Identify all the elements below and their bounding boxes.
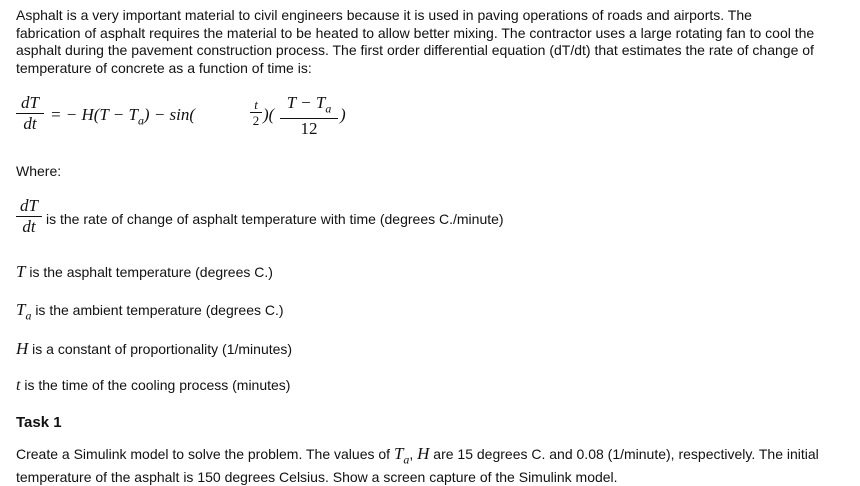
- intro-line-4: temperature of concrete as a function of time is:: [16, 59, 312, 76]
- task-H-symbol: H: [417, 444, 430, 463]
- main-fraction-denominator: 12: [300, 119, 318, 139]
- equation-close-paren: ): [340, 105, 346, 124]
- dTdt-description: is the rate of change of asphalt temperature with time (degrees C./minute): [46, 211, 504, 227]
- ambient-subscript: a: [137, 113, 144, 128]
- dTdt-numerator: dT: [20, 196, 38, 215]
- task-Ta-symbol: $T_a$: [393, 444, 410, 467]
- definition-Ta: [16, 301, 284, 324]
- T-description: is the asphalt temperature (degrees C.): [29, 264, 273, 280]
- intro-line-3: asphalt during the pavement construction process. The first order differential equation (dT/dt) that estimates the rate of change of: [16, 42, 814, 58]
- t-symbol: t: [16, 377, 21, 394]
- Ta-symbol: $T_a$: [16, 300, 32, 323]
- equation-rhs-part3: )(: [263, 105, 275, 124]
- H-symbol: H: [16, 339, 29, 358]
- equation-lhs-fraction: [16, 93, 44, 134]
- task-line-1: Create a Simulink model to solve the problem. The values of $T_a$, H are 15 degrees C. and 0.08 (1/minute), respectively. The initial: [16, 444, 819, 467]
- intro-line-1: Asphalt is a very important material to civil engineers because it is used in paving operations of roads and airports. The: [16, 7, 752, 23]
- equation-t-over-2-fraction: [250, 97, 262, 129]
- definition-dTdt: [16, 196, 536, 244]
- t-denominator: 2: [252, 113, 260, 128]
- definition-H: [16, 340, 292, 358]
- definition-t: [16, 376, 290, 395]
- differential-equation: [16, 93, 376, 145]
- intro-line-2: fabrication of asphalt requires the material to be heated to allow better mixing. The contractor uses a large rotating fan to cool the: [16, 24, 815, 41]
- task-body: [16, 445, 826, 486]
- H-description: is a constant of proportionality (1/minutes): [32, 341, 293, 357]
- definition-T: [16, 263, 273, 281]
- T-symbol: T: [16, 262, 26, 281]
- equation-lhs-numerator: dT: [21, 93, 39, 112]
- equation-main-fraction: [280, 93, 338, 139]
- equation-lhs-denominator: dt: [23, 114, 37, 133]
- t-numerator: t: [254, 97, 258, 112]
- t-description: is the time of the cooling process (minutes): [24, 377, 291, 393]
- intro-paragraph: [16, 7, 816, 77]
- dTdt-denominator: dt: [22, 217, 36, 236]
- task-line-2: temperature of the asphalt is 150 degrees Celsius. Show a screen capture of the Simulink model.: [16, 468, 618, 485]
- main-fraction-numerator: $T - T_a$: [286, 93, 332, 116]
- where-label: Where:: [16, 163, 62, 179]
- equation-rhs-part1: = − $H(T - T_a) - \sin$(: [50, 105, 196, 128]
- task-title: Task 1: [16, 414, 62, 431]
- Ta-description: is the ambient temperature (degrees C.): [35, 302, 284, 318]
- dTdt-fraction: [16, 196, 42, 237]
